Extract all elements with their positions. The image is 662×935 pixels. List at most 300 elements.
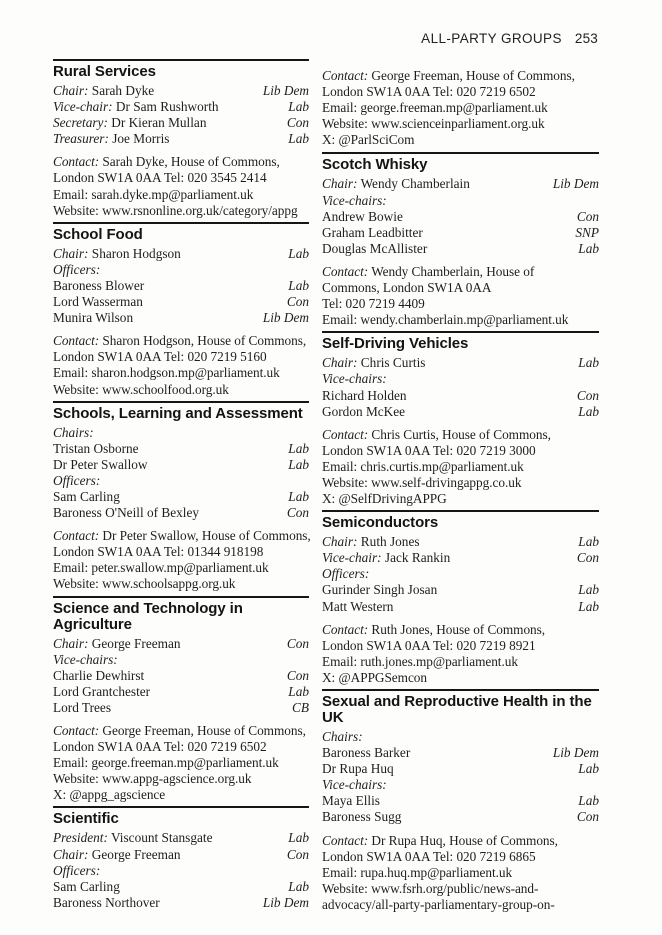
- officer-row: [322, 241, 599, 257]
- contact-text: Dr Peter Swallow, House of Commons,: [102, 528, 311, 544]
- officer-entry: [322, 566, 369, 582]
- member-name: Baroness Northover: [53, 894, 160, 910]
- contact-text: Website: www.rsnonline.org.uk/category/appg: [53, 202, 298, 218]
- contact-block: [53, 723, 309, 803]
- officer-entry: [53, 668, 144, 684]
- contact-line: [53, 771, 309, 787]
- officer-entry: [53, 489, 120, 505]
- party-label: Lib Dem: [262, 894, 309, 910]
- party-label: Lab: [288, 878, 309, 894]
- group-title: Scotch Whisky: [322, 156, 428, 174]
- contact-label: Contact:: [322, 263, 369, 279]
- officer-entry: [322, 241, 427, 257]
- member-name: Baroness Sugg: [322, 809, 402, 825]
- contact-line: [322, 622, 599, 638]
- party-label: Con: [576, 208, 599, 224]
- member-name: Baroness Blower: [53, 277, 145, 293]
- contact-line: [53, 203, 309, 219]
- role-label: Vice-chairs:: [322, 371, 387, 387]
- officer-entry: [53, 505, 199, 521]
- officer-row: [53, 830, 309, 846]
- role-label: Officers:: [53, 862, 101, 878]
- officer-entry: [53, 278, 144, 294]
- party-label: Lib Dem: [552, 745, 599, 761]
- contact-text: Tel: 020 7219 4409: [322, 296, 425, 312]
- role-label: Chair:: [53, 635, 89, 651]
- group-title: School Food: [53, 225, 143, 243]
- officer-row: [322, 225, 599, 241]
- contact-text: Website: www.appg-agscience.org.uk: [53, 771, 252, 787]
- contact-text: London SW1A 0AA Tel: 01344 918198: [53, 544, 264, 560]
- officer-row: [53, 441, 309, 457]
- role-label: Vice-chair:: [322, 550, 382, 566]
- member-name: Sam Carling: [53, 878, 120, 894]
- officer-row: [322, 388, 599, 404]
- officer-entry: [53, 441, 139, 457]
- officer-entry: [322, 355, 425, 371]
- contact-text: Website: www.scienceinparliament.org.uk: [322, 116, 545, 132]
- member-name: Dr Rupa Huq: [322, 761, 394, 777]
- officer-entry: [322, 209, 403, 225]
- party-label: Con: [286, 635, 309, 651]
- contact-block: [322, 427, 599, 507]
- party-label: Lab: [288, 456, 309, 472]
- left-column: [53, 56, 309, 911]
- officer-row: [53, 115, 309, 131]
- contact-text: London SW1A 0AA Tel: 020 3545 2414: [53, 170, 267, 186]
- officer-row: [53, 895, 309, 911]
- officer-entry: [53, 847, 181, 863]
- contact-text: London SW1A 0AA Tel: 020 7219 6502: [322, 84, 536, 100]
- member-name: Dr Sam Rushworth: [115, 99, 219, 115]
- member-name: Sharon Hodgson: [91, 245, 181, 261]
- contact-line: [322, 100, 599, 116]
- party-label: Lab: [288, 99, 309, 115]
- role-label: Vice-chairs:: [322, 777, 387, 793]
- group-section: [53, 596, 309, 804]
- role-label: Vice-chairs:: [322, 192, 387, 208]
- party-label: Lab: [288, 488, 309, 504]
- officer-entry: [322, 582, 437, 598]
- contact-line: [322, 491, 599, 507]
- officer-row: [53, 83, 309, 99]
- party-label: Con: [286, 294, 309, 310]
- party-label: Con: [286, 846, 309, 862]
- officer-entry: [322, 176, 470, 192]
- contact-text: Email: sarah.dyke.mp@parliament.uk: [53, 186, 254, 202]
- officer-row: [322, 355, 599, 371]
- contact-label: Contact:: [53, 528, 100, 544]
- member-name: Baroness Barker: [322, 745, 411, 761]
- page-number: 253: [574, 31, 598, 46]
- officer-row: [322, 534, 599, 550]
- role-heading-row: [53, 863, 309, 879]
- member-name: Matt Western: [322, 598, 394, 614]
- role-heading-row: [53, 425, 309, 441]
- contact-block: [322, 68, 599, 148]
- role-heading-row: [53, 262, 309, 278]
- contact-text: Chris Curtis, House of Commons,: [371, 426, 551, 442]
- contact-text: Ruth Jones, House of Commons,: [371, 621, 546, 637]
- contact-block: [322, 264, 599, 328]
- role-heading-row: [322, 566, 599, 582]
- group-section: [53, 401, 309, 593]
- contact-line: [322, 475, 599, 491]
- member-name: Gordon McKee: [322, 403, 406, 419]
- officer-entry: [53, 636, 181, 652]
- officer-row: [322, 809, 599, 825]
- officer-entry: [53, 294, 143, 310]
- officer-entry: [322, 404, 405, 420]
- contact-text: X: @SelfDrivingAPPG: [322, 491, 447, 507]
- contact-text: London SW1A 0AA Tel: 020 7219 6865: [322, 848, 536, 864]
- role-label: Chair:: [322, 534, 358, 550]
- officer-entry: [322, 761, 394, 777]
- member-name: Jack Rankin: [384, 550, 451, 566]
- member-name: Andrew Bowie: [322, 208, 403, 224]
- group-title: Scientific: [53, 810, 119, 828]
- contact-text: Commons, London SW1A 0AA: [322, 280, 492, 296]
- officer-row: [322, 582, 599, 598]
- group-section: [322, 510, 599, 686]
- contact-text: X: @appg_agscience: [53, 787, 166, 803]
- role-label: Officers:: [322, 566, 370, 582]
- contact-text: Dr Rupa Huq, House of Commons,: [371, 832, 558, 848]
- contact-line: [53, 154, 309, 170]
- right-column: [322, 61, 599, 913]
- member-name: Graham Leadbitter: [322, 224, 423, 240]
- member-name: Joe Morris: [112, 131, 170, 147]
- party-label: Lab: [288, 245, 309, 261]
- member-name: Tristan Osborne: [53, 440, 139, 456]
- officer-row: [53, 99, 309, 115]
- contact-text: London SW1A 0AA Tel: 020 7219 3000: [322, 442, 536, 458]
- contact-line: [53, 560, 309, 576]
- contact-text: Email: ruth.jones.mp@parliament.uk: [322, 653, 518, 669]
- contact-line: [322, 84, 599, 100]
- contact-text: Email: george.freeman.mp@parliament.uk: [53, 755, 279, 771]
- officer-row: [53, 131, 309, 147]
- group-section: [322, 689, 599, 913]
- contact-text: Wendy Chamberlain, House of: [371, 263, 535, 279]
- officer-entry: [322, 793, 380, 809]
- party-label: Lab: [578, 240, 599, 256]
- party-label: Lab: [578, 582, 599, 598]
- contact-line: [322, 132, 599, 148]
- party-label: Con: [286, 505, 309, 521]
- contact-text: Website: www.self-drivingappg.co.uk: [322, 474, 522, 490]
- officer-row: [322, 761, 599, 777]
- officer-entry: [53, 879, 120, 895]
- officer-row: [53, 684, 309, 700]
- contact-text: George Freeman, House of Commons,: [102, 723, 306, 738]
- officer-entry: [322, 745, 410, 761]
- role-label: Treasurer:: [53, 131, 109, 147]
- officer-row: [322, 550, 599, 566]
- contact-line: [53, 382, 309, 398]
- contact-line: [322, 654, 599, 670]
- contact-line: [322, 881, 599, 897]
- party-label: Con: [576, 387, 599, 403]
- party-label: Lab: [288, 440, 309, 456]
- group-title: Science and Technology in Agriculture: [53, 599, 243, 633]
- contact-text: Sarah Dyke, House of Commons,: [102, 154, 280, 170]
- member-name: Lord Grantchester: [53, 683, 151, 699]
- contact-text: London SW1A 0AA Tel: 020 7219 6502: [53, 739, 267, 755]
- contact-block: [53, 154, 309, 218]
- contact-line: [322, 68, 599, 84]
- member-name: Richard Holden: [322, 387, 407, 403]
- party-label: Lab: [288, 830, 309, 846]
- party-label: Lib Dem: [262, 310, 309, 326]
- contact-text: Email: rupa.huq.mp@parliament.uk: [322, 864, 513, 880]
- contact-line: [322, 849, 599, 865]
- group-title: Self-Driving Vehicles: [322, 335, 469, 353]
- member-name: Maya Ellis: [322, 793, 380, 809]
- member-name: Sarah Dyke: [91, 83, 155, 98]
- officer-row: [322, 599, 599, 615]
- officer-entry: [53, 895, 160, 911]
- officer-entry: [53, 99, 219, 115]
- officer-row: [53, 246, 309, 262]
- officer-row: [322, 745, 599, 761]
- contact-line: [53, 365, 309, 381]
- officer-list: [53, 830, 309, 910]
- officer-row: [53, 879, 309, 895]
- member-name: Gurinder Singh Josan: [322, 582, 438, 598]
- contact-line: [322, 638, 599, 654]
- party-label: Lab: [578, 761, 599, 777]
- contact-text: X: @ParlSciCom: [322, 132, 415, 148]
- contact-block: [53, 333, 309, 397]
- contact-line: [53, 333, 309, 349]
- contact-text: Website: www.fsrh.org/public/news-and-: [322, 880, 539, 896]
- role-heading-row: [322, 371, 599, 387]
- officer-entry: [322, 371, 387, 387]
- contact-line: [53, 755, 309, 771]
- contact-label: Contact:: [322, 426, 369, 442]
- role-label: Chair:: [322, 176, 358, 192]
- role-label: Chairs:: [322, 729, 363, 744]
- officer-entry: [322, 809, 401, 825]
- party-label: Con: [576, 550, 599, 566]
- contact-label: Contact:: [322, 832, 369, 848]
- party-label: Lab: [578, 403, 599, 419]
- role-label: Chair:: [53, 83, 89, 98]
- officer-row: [322, 209, 599, 225]
- officer-entry: [322, 225, 423, 241]
- officer-row: [53, 278, 309, 294]
- officer-row: [53, 668, 309, 684]
- member-name: Ruth Jones: [360, 534, 420, 550]
- officer-entry: [53, 652, 118, 668]
- role-heading-row: [53, 473, 309, 489]
- officer-row: [53, 457, 309, 473]
- officer-entry: [322, 534, 420, 550]
- officer-list: [53, 83, 309, 147]
- officer-entry: [53, 262, 100, 278]
- group-section-continued: [322, 68, 599, 148]
- officer-row: [53, 505, 309, 521]
- officer-entry: [53, 457, 148, 473]
- party-label: Lab: [578, 598, 599, 614]
- group-section: [322, 331, 599, 507]
- role-label: Officers:: [53, 261, 101, 277]
- contact-line: [322, 296, 599, 312]
- party-label: Lab: [288, 131, 309, 147]
- member-name: Dr Peter Swallow: [53, 456, 148, 472]
- contact-line: [53, 787, 309, 803]
- group-title: Semiconductors: [322, 514, 439, 532]
- contact-text: Website: www.schoolsappg.org.uk: [53, 576, 236, 592]
- contact-line: [53, 170, 309, 186]
- party-label: Con: [286, 115, 309, 131]
- member-name: Douglas McAllister: [322, 240, 428, 256]
- member-name: Wendy Chamberlain: [360, 176, 470, 192]
- running-head: ALL-PARTY GROUPS: [421, 31, 562, 46]
- role-heading-row: [322, 193, 599, 209]
- contact-text: Sharon Hodgson, House of Commons,: [102, 333, 307, 349]
- officer-row: [53, 847, 309, 863]
- officer-entry: [322, 599, 393, 615]
- role-label: Chair:: [53, 245, 89, 261]
- member-name: Dr Kieran Mullan: [111, 115, 207, 131]
- officer-entry: [53, 115, 207, 131]
- role-heading-row: [322, 777, 599, 793]
- party-label: SNP: [575, 224, 599, 240]
- officer-row: [53, 489, 309, 505]
- contact-line: [53, 544, 309, 560]
- officer-list: [322, 729, 599, 826]
- member-name: Baroness O'Neill of Bexley: [53, 505, 200, 521]
- officer-row: [53, 700, 309, 716]
- contact-line: [53, 528, 309, 544]
- group-section: [53, 806, 309, 910]
- party-label: Lab: [578, 355, 599, 371]
- contact-line: [322, 443, 599, 459]
- contact-line: [53, 187, 309, 203]
- officer-row: [53, 294, 309, 310]
- member-name: Sam Carling: [53, 488, 120, 504]
- contact-text: George Freeman, House of Commons,: [371, 68, 575, 83]
- contact-line: [322, 833, 599, 849]
- contact-line: [322, 459, 599, 475]
- group-section: [53, 222, 309, 398]
- group-title: Schools, Learning and Assessment: [53, 404, 303, 422]
- contact-text: London SW1A 0AA Tel: 020 7219 8921: [322, 637, 536, 653]
- role-label: Vice-chairs:: [53, 651, 118, 667]
- contact-label: Contact:: [53, 333, 100, 349]
- party-label: Lab: [288, 277, 309, 293]
- party-label: Con: [576, 809, 599, 825]
- officer-row: [53, 310, 309, 326]
- contact-line: [322, 427, 599, 443]
- party-label: CB: [292, 699, 309, 715]
- officer-entry: [53, 473, 100, 489]
- role-label: Officers:: [53, 472, 101, 488]
- contact-line: [322, 264, 599, 280]
- officer-entry: [322, 388, 407, 404]
- party-label: Lib Dem: [552, 176, 599, 192]
- member-name: George Freeman: [91, 635, 181, 651]
- officer-list: [322, 355, 599, 419]
- officer-entry: [322, 777, 387, 793]
- role-label: Chairs:: [53, 424, 94, 440]
- contact-text: Email: sharon.hodgson.mp@parliament.uk: [53, 365, 280, 381]
- officer-entry: [322, 193, 387, 209]
- officer-entry: [53, 246, 181, 262]
- party-label: Lib Dem: [262, 83, 309, 98]
- officer-row: [53, 636, 309, 652]
- officer-entry: [53, 83, 154, 99]
- officer-entry: [53, 700, 111, 716]
- contact-line: [322, 116, 599, 132]
- contact-line: [53, 739, 309, 755]
- contact-text: Email: george.freeman.mp@parliament.uk: [322, 100, 548, 116]
- member-name: Viscount Stansgate: [111, 830, 213, 846]
- contact-label: Contact:: [53, 154, 100, 170]
- officer-list: [53, 425, 309, 522]
- officer-row: [322, 176, 599, 192]
- member-name: Lord Wasserman: [53, 294, 143, 310]
- role-heading-row: [53, 652, 309, 668]
- contact-line: [322, 865, 599, 881]
- contact-line: [53, 723, 309, 739]
- officer-entry: [53, 863, 100, 879]
- officer-entry: [53, 425, 94, 441]
- officer-row: [322, 404, 599, 420]
- role-label: Vice-chair:: [53, 99, 113, 115]
- contact-text: London SW1A 0AA Tel: 020 7219 5160: [53, 349, 267, 365]
- contact-line: [53, 576, 309, 592]
- party-label: Con: [286, 667, 309, 683]
- officer-entry: [53, 310, 133, 326]
- contact-label: Contact:: [322, 621, 369, 637]
- contact-text: advocacy/all-party-parliamentary-group-on-: [322, 896, 555, 912]
- role-label: Chair:: [53, 846, 89, 862]
- role-label: Chair:: [322, 355, 358, 371]
- officer-entry: [53, 131, 169, 147]
- role-heading-row: [322, 729, 599, 745]
- officer-entry: [53, 830, 213, 846]
- contact-text: X: @APPGSemcon: [322, 669, 428, 685]
- contact-line: [322, 897, 599, 913]
- role-label: President:: [53, 830, 108, 846]
- group-title: Rural Services: [53, 63, 156, 80]
- contact-text: Email: chris.curtis.mp@parliament.uk: [322, 458, 524, 474]
- officer-row: [322, 793, 599, 809]
- group-title: Sexual and Reproductive Health in the UK: [322, 693, 592, 726]
- role-label: Secretary:: [53, 115, 108, 131]
- party-label: Lab: [288, 683, 309, 699]
- officer-list: [322, 534, 599, 614]
- officer-list: [53, 636, 309, 716]
- member-name: George Freeman: [91, 846, 181, 862]
- member-name: Charlie Dewhirst: [53, 667, 145, 683]
- member-name: Lord Trees: [53, 699, 111, 715]
- contact-block: [53, 528, 309, 592]
- officer-entry: [322, 729, 363, 745]
- contact-line: [322, 312, 599, 328]
- group-section: [322, 152, 599, 328]
- officer-entry: [53, 684, 150, 700]
- contact-text: Website: www.schoolfood.org.uk: [53, 381, 229, 397]
- group-section: [53, 59, 309, 219]
- contact-line: [322, 670, 599, 686]
- contact-text: Email: peter.swallow.mp@parliament.uk: [53, 560, 269, 576]
- party-label: Lab: [578, 534, 599, 550]
- party-label: Lab: [578, 793, 599, 809]
